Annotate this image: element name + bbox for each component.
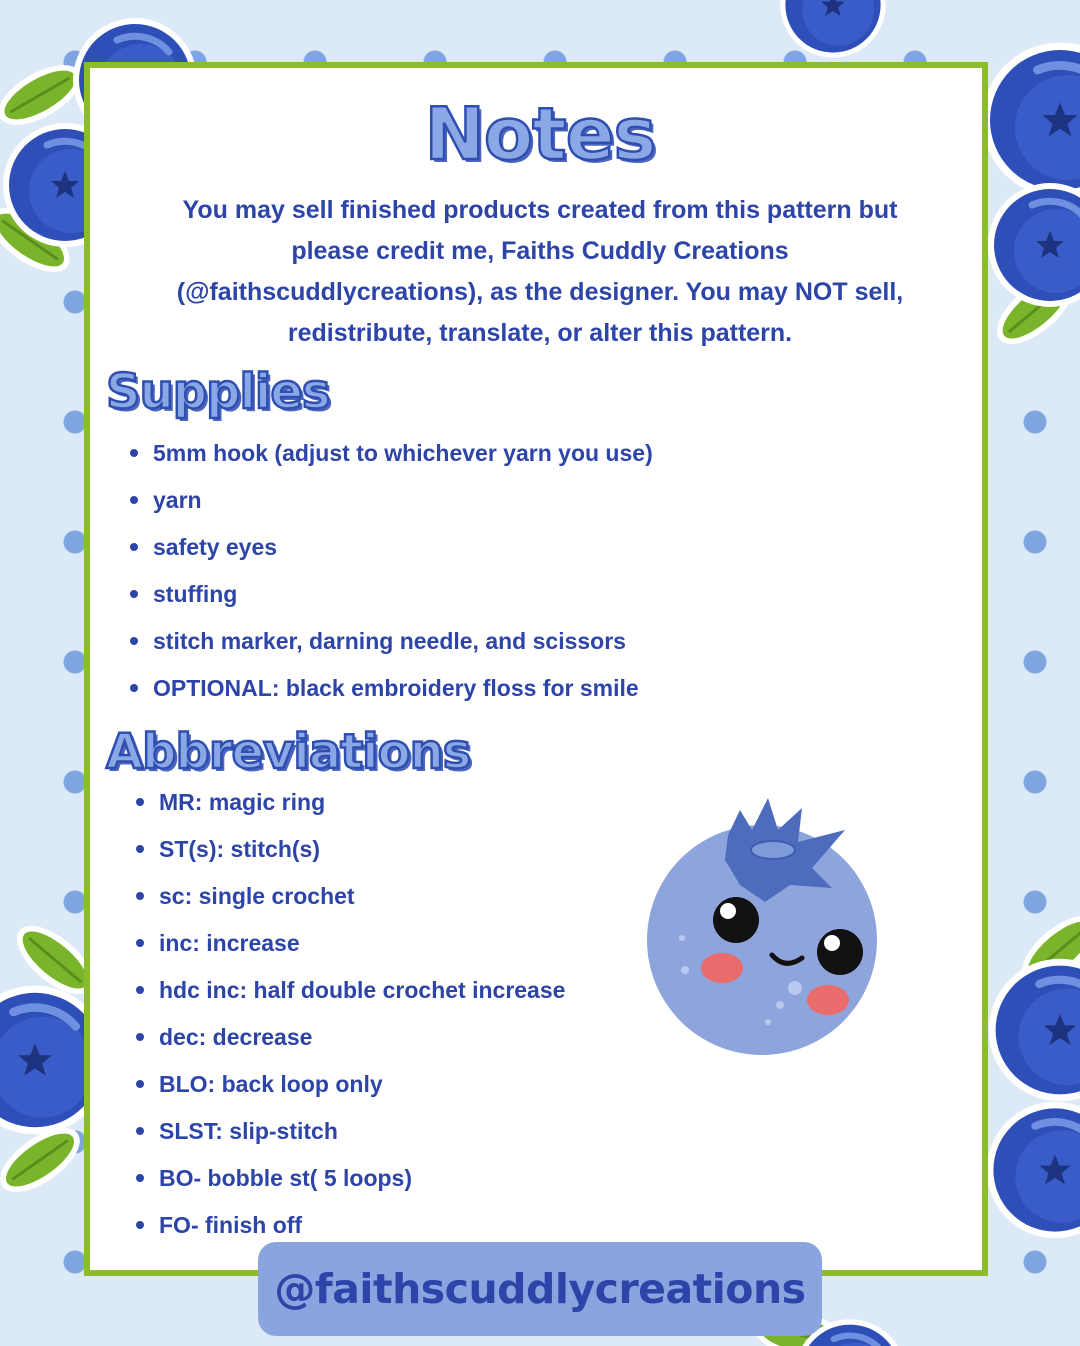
list-item: stuffing [128, 579, 653, 626]
blueberry-face-icon [640, 790, 890, 1060]
abbreviations-heading: Abbreviations [106, 724, 471, 780]
list-item: yarn [128, 485, 653, 532]
list-item: FO- finish off [134, 1210, 565, 1257]
list-item: stitch marker, darning needle, and scissors [128, 626, 653, 673]
supplies-list [128, 438, 653, 720]
list-item: dec: decrease [134, 1022, 565, 1069]
supplies-heading: Supplies [106, 364, 330, 420]
list-item: hdc inc: half double crochet increase [134, 975, 565, 1022]
list-item: ST(s): stitch(s) [134, 834, 565, 881]
list-item: inc: increase [134, 928, 565, 975]
abbreviations-list [134, 787, 565, 1257]
list-item: BO- bobble st( 5 loops) [134, 1163, 565, 1210]
social-handle-banner [258, 1242, 822, 1336]
list-item: MR: magic ring [134, 787, 565, 834]
blueberry-cluster-right [987, 904, 1080, 1239]
list-item: BLO: back loop only [134, 1069, 565, 1116]
list-item: OPTIONAL: black embroidery floss for smile [128, 673, 653, 720]
notes-heading: Notes [424, 92, 656, 176]
list-item: safety eyes [128, 532, 653, 579]
list-item: SLST: slip-stitch [134, 1116, 565, 1163]
list-item: 5mm hook (adjust to whichever yarn you use) [128, 438, 653, 485]
list-item: sc: single crochet [134, 881, 565, 928]
social-handle: @faithscuddlycreations [274, 1265, 806, 1313]
notes-paragraph: You may sell finished products created from this pattern but please credit me, Faiths Cuddly Creations (@faithscuddlycreations), as the designer. You may NOT sell, redistribute, translate, or alter this pattern. [176, 196, 904, 347]
